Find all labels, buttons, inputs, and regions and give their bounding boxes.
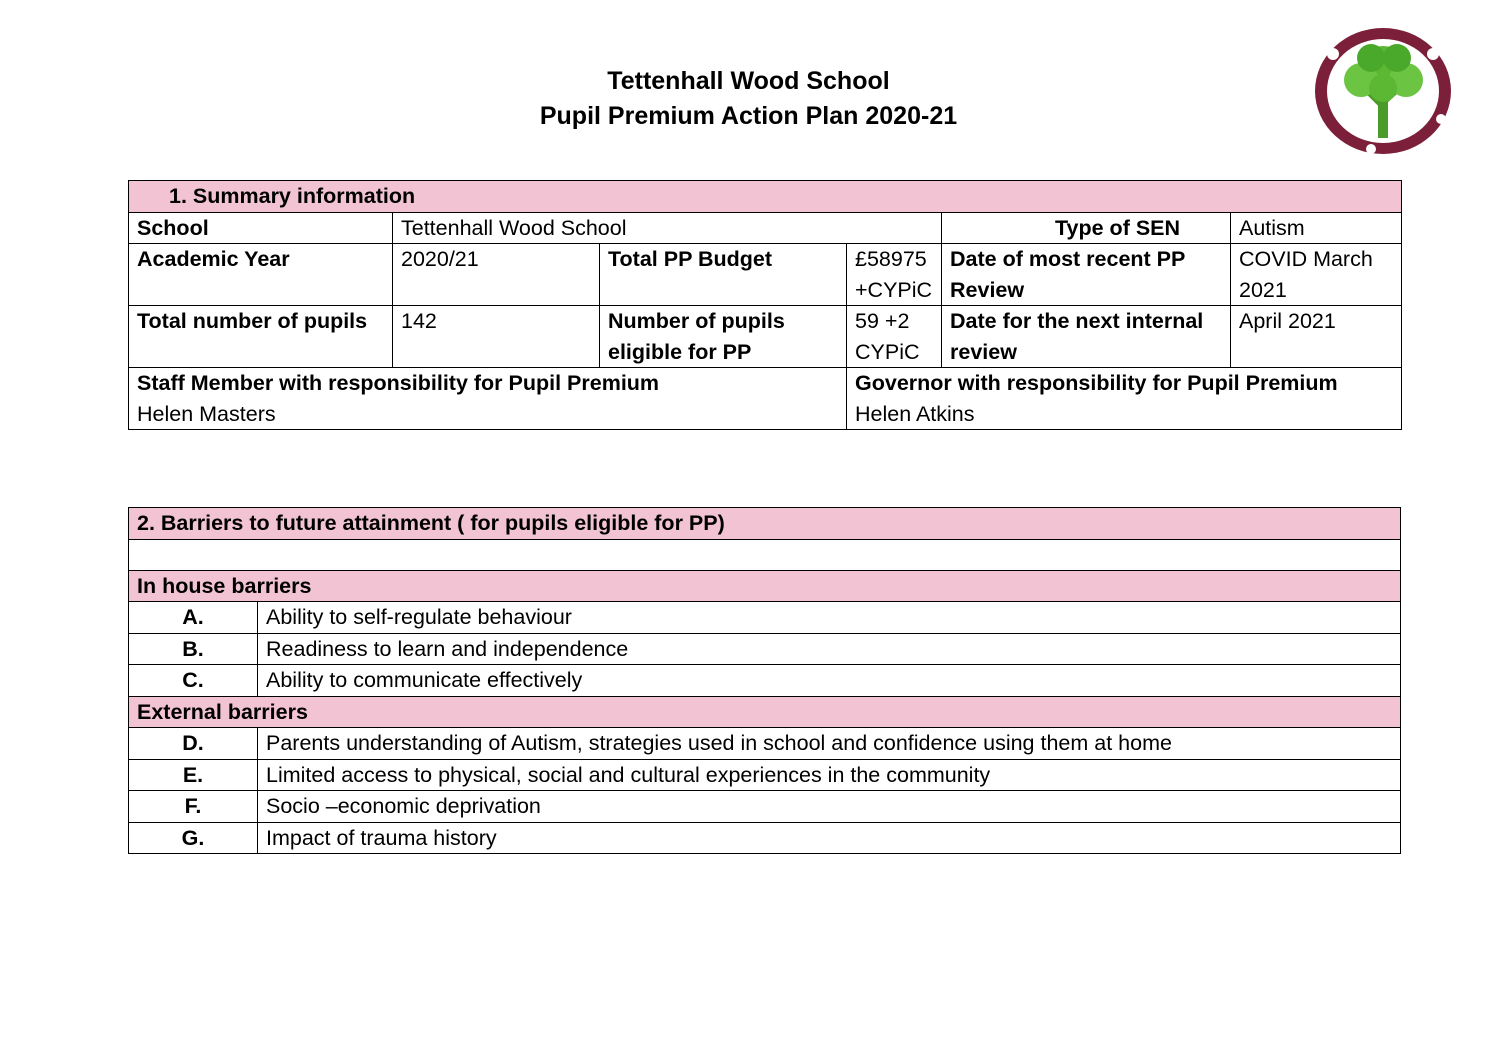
barriers-title: 2. Barriers to future attainment ( for pupils eligible for PP) <box>129 508 1401 540</box>
barrier-letter: G. <box>129 822 258 854</box>
barrier-text: Socio –economic deprivation <box>258 791 1401 823</box>
school-label: School <box>129 212 393 244</box>
barrier-letter: B. <box>129 633 258 665</box>
page-title <box>0 64 1497 134</box>
empty-row <box>129 539 1401 570</box>
next-review-value: April 2021 <box>1231 306 1402 368</box>
barrier-letter: F. <box>129 791 258 823</box>
table-row <box>129 665 1401 697</box>
pupils-value: 142 <box>393 306 600 368</box>
governor-value: Helen Atkins <box>855 401 975 426</box>
external-heading-row <box>129 696 1401 728</box>
recent-review-label: Date of most recent PP Review <box>942 244 1231 306</box>
school-value: Tettenhall Wood School <box>393 212 942 244</box>
barrier-text: Readiness to learn and independence <box>258 633 1401 665</box>
sen-value: Autism <box>1231 212 1402 244</box>
table-row <box>129 368 1402 430</box>
in-house-heading: In house barriers <box>129 570 1401 602</box>
table-row <box>129 728 1401 760</box>
next-review-label: Date for the next internal review <box>942 306 1231 368</box>
sen-label: Type of SEN <box>942 212 1231 244</box>
summary-table <box>128 180 1402 430</box>
governor-label: Governor with responsibility for Pupil Premium <box>855 371 1338 395</box>
barriers-table <box>128 507 1401 854</box>
external-heading: External barriers <box>129 696 1401 728</box>
table-row <box>129 791 1401 823</box>
barrier-letter: A. <box>129 602 258 634</box>
barrier-letter: D. <box>129 728 258 760</box>
table-row <box>129 244 1402 306</box>
barrier-text: Impact of trauma history <box>258 822 1401 854</box>
plan-title: Pupil Premium Action Plan 2020-21 <box>539 102 958 130</box>
staff-label: Staff Member with responsibility for Pupil Premium <box>137 371 660 395</box>
table-row <box>129 306 1402 368</box>
recent-review-value: COVID March 2021 <box>1231 244 1402 306</box>
barrier-letter: C. <box>129 665 258 697</box>
tree-logo-icon <box>1311 24 1455 158</box>
eligible-value: 59 +2 CYPiC <box>847 306 942 368</box>
barrier-text: Ability to communicate effectively <box>258 665 1401 697</box>
table-row <box>129 822 1401 854</box>
table-row <box>129 759 1401 791</box>
year-value: 2020/21 <box>393 244 600 306</box>
school-name: Tettenhall Wood School <box>607 67 890 95</box>
barrier-text: Parents understanding of Autism, strategies used in school and confidence using them at home <box>258 728 1401 760</box>
table-row <box>129 212 1402 244</box>
table-row <box>129 602 1401 634</box>
summary-header-row <box>129 181 1402 213</box>
in-house-heading-row <box>129 570 1401 602</box>
barriers-header-row <box>129 508 1401 540</box>
staff-value: Helen Masters <box>137 401 276 426</box>
barrier-text: Ability to self-regulate behaviour <box>258 602 1401 634</box>
barrier-text: Limited access to physical, social and cultural experiences in the community <box>258 759 1401 791</box>
summary-title: 1. Summary information <box>129 181 1402 213</box>
barrier-letter: E. <box>129 759 258 791</box>
governor-cell <box>847 368 1402 430</box>
table-row <box>129 633 1401 665</box>
pupils-label: Total number of pupils <box>129 306 393 368</box>
budget-label: Total PP Budget <box>600 244 847 306</box>
eligible-label: Number of pupils eligible for PP <box>600 306 847 368</box>
staff-cell <box>129 368 847 430</box>
budget-value: £58975 +CYPiC <box>847 244 942 306</box>
year-label: Academic Year <box>129 244 393 306</box>
